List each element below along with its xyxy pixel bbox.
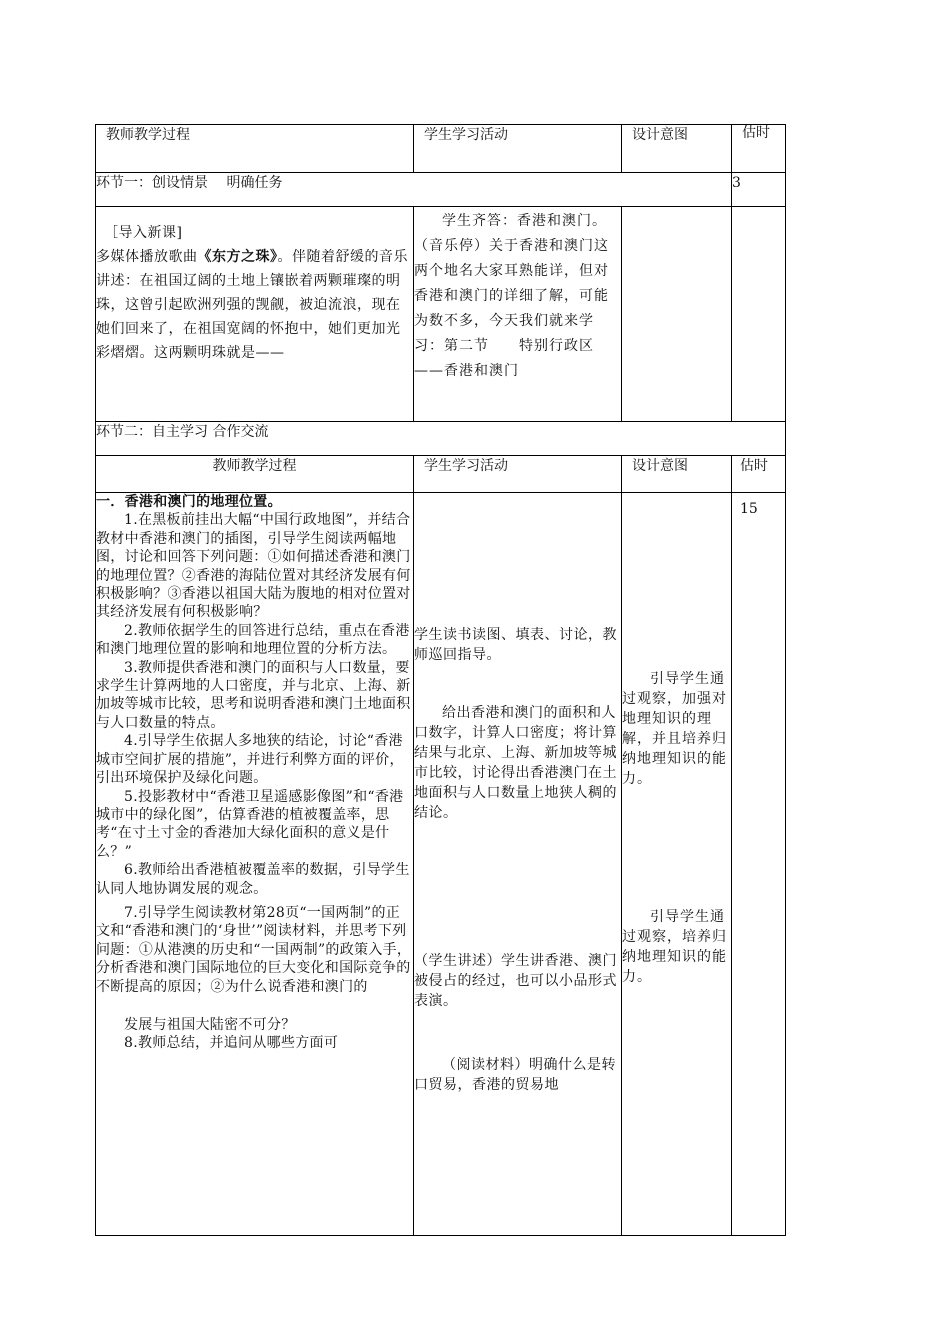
student-activity-c: （学生讲述）学生讲香港、澳门被侵占的经过，也可以小品形式表演。 bbox=[414, 953, 617, 1009]
section1-teacher-cell bbox=[96, 207, 414, 422]
teacher-step-3: 3.教师提供香港和澳门的面积与人口数量，要求学生计算两地的人口密度，并与北京、上海、新加坡等城市比较，思考和说明香港和澳门土地面积与人口数量的特点。 bbox=[96, 659, 411, 731]
section2-teacher-cell bbox=[96, 493, 414, 1236]
header-teacher: 教师教学过程 bbox=[96, 125, 414, 173]
teacher-step-1: 1.在黑板前挂出大幅“中国行政地图”，并结合教材中香港和澳门的插图，引导学生阅读两幅地图，讨论和回答下列问题：①如何描述香港和澳门的地理位置？②香港的海陆位置对其经济发展有何积极影响？③香港以祖国大陆为腹地的相对位置对其经济发展有何积极影响？ bbox=[96, 512, 411, 621]
teacher-step-4: 4.引导学生依据人多地狭的结论，讨论“香港城市空间扩展的措施”，并进行利弊方面的评价，引出环境保护及绿化问题。 bbox=[96, 733, 404, 787]
section1-content-row bbox=[96, 207, 786, 422]
teacher-step-2: 2.教师依据学生的回答进行总结，重点在香港和澳门地理位置的影响和地理位置的分析方法。 bbox=[96, 622, 410, 658]
section1-row bbox=[96, 173, 786, 207]
student-activity-b: 给出香港和澳门的面积和人口数字，计算人口密度；将计算结果与北京、上海、新加坡等城市比较，讨论得出香港澳门在土地面积与人口数量上地狭人稠的结论。 bbox=[414, 705, 617, 821]
section1-student-cell bbox=[414, 207, 622, 422]
design-intent-b: 引导学生通过观察，培养归纳地理知识的能力。 bbox=[622, 909, 727, 985]
student-activity-a: 学生读书读图、填表、讨论，教师巡回指导。 bbox=[414, 627, 617, 663]
design-intent-a: 引导学生通过观察，加强对地理知识的理解，并且培养归纳地理知识的能力。 bbox=[622, 671, 727, 787]
section1-student-text: 学生齐答：香港和澳门。（音乐停）关于香港和澳门这两个地名大家耳熟能详，但对香港和澳门的详细了解，可能为数不多，今天我们就来学习：第二节 特别行政区——香港和澳门 bbox=[414, 213, 609, 379]
section2-time: 15 bbox=[732, 493, 786, 1236]
section1-time: 3 bbox=[732, 173, 786, 207]
header-time: 估时 bbox=[732, 125, 786, 173]
student-activity-d: （阅读材料）明确什么是转口贸易，香港的贸易地 bbox=[414, 1057, 616, 1093]
song-title: 《东方之珠》 bbox=[197, 249, 278, 265]
teacher-step-8: 8.教师总结，并追问从哪些方面可 bbox=[124, 1035, 339, 1052]
section2-header-time: 估时 bbox=[732, 456, 786, 493]
table-header-row bbox=[96, 125, 786, 173]
teacher-step-7: 7.引导学生阅读教材第28页“一国两制”的正文和“香港和澳门的‘身世’”阅读材料，并思考下列问题：①从港澳的历史和“一国两制”的政策入手，分析香港和澳门国际地位的巨大变化和国际竞争的不断提高的原因；②为什么说香港和澳门的 bbox=[96, 904, 412, 995]
section2-row bbox=[96, 422, 786, 456]
section2-title: 环节二：自主学习 合作交流 bbox=[96, 422, 786, 456]
section2-design-cell bbox=[622, 493, 732, 1236]
intro-text bbox=[96, 245, 413, 365]
teacher-step-5: 5.投影教材中“香港卫星遥感影像图”和“香港城市中的绿化图”，估算香港的植被覆盖率，思考“在寸土寸金的香港加大绿化面积的意义是什么？” bbox=[96, 788, 404, 860]
section2-content-row bbox=[96, 493, 786, 1236]
header-student: 学生学习活动 bbox=[414, 125, 622, 173]
section1-design-cell bbox=[622, 207, 732, 422]
header-design: 设计意图 bbox=[622, 125, 732, 173]
section2-header-teacher: 教师教学过程 bbox=[96, 456, 414, 493]
section2-heading: 一．香港和澳门的地理位置。 bbox=[96, 494, 282, 510]
section2-header-design: 设计意图 bbox=[622, 456, 732, 493]
intro-text-b: 。伴随着舒缓的音乐讲述：在祖国辽阔的土地上镶嵌着两颗璀璨的明珠，这曾引起欧洲列强的觊觎，被迫流浪，现在她们回来了，在祖国宽阔的怀抱中，她们更加光彩熠熠。这两颗明珠就是—— bbox=[96, 249, 408, 361]
section2-student-cell bbox=[414, 493, 622, 1236]
intro-text-a: 多媒体播放歌曲 bbox=[96, 249, 198, 265]
section2-header-student: 学生学习活动 bbox=[414, 456, 622, 493]
section1-time-empty bbox=[732, 207, 786, 422]
intro-label: ［导入新课] bbox=[104, 225, 183, 241]
section2-header-row bbox=[96, 456, 786, 493]
teacher-step-6: 6.教师给出香港植被覆盖率的数据，引导学生认同人地协调发展的观念。 bbox=[96, 862, 410, 897]
lesson-plan-table bbox=[95, 124, 786, 1236]
teacher-step-7-cont: 发展与祖国大陆密不可分？ bbox=[124, 1016, 296, 1033]
section1-title: 环节一：创设情景 明确任务 bbox=[96, 173, 732, 207]
